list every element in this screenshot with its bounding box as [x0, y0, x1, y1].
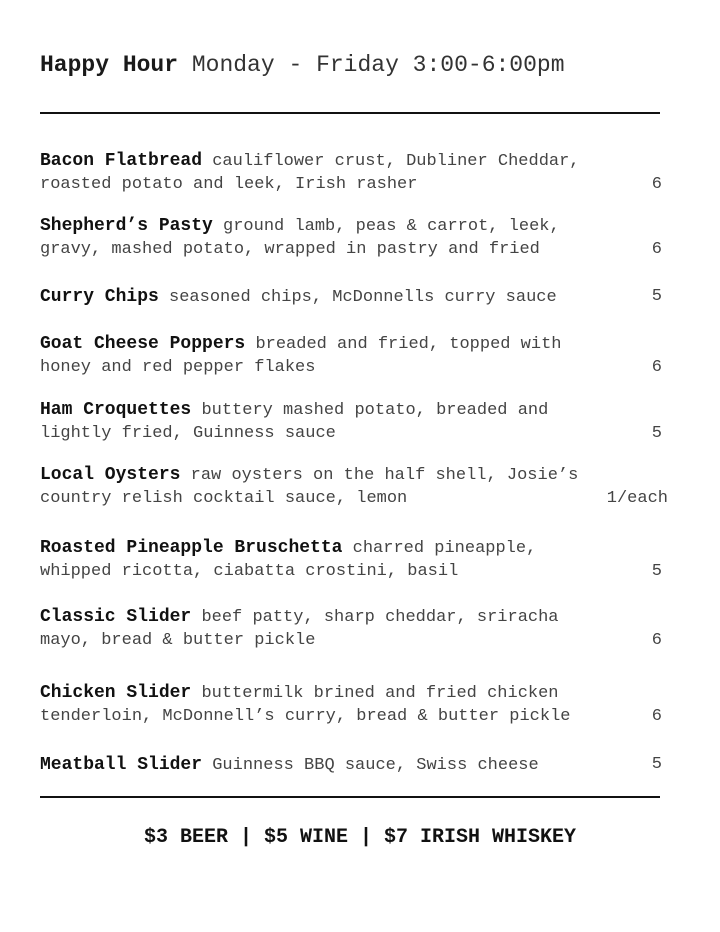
item-description: lightly fried, Guinness sauce — [40, 424, 336, 443]
item-name: Roasted Pineapple Bruschetta — [40, 538, 343, 558]
item-price: 6 — [651, 631, 662, 650]
item-description: Guinness BBQ sauce, Swiss cheese — [212, 756, 539, 775]
item-description: roasted potato and leek, Irish rasher — [40, 175, 418, 194]
menu-item-chicken-slider — [40, 681, 670, 729]
item-description: country relish cocktail sauce, lemon — [40, 489, 408, 508]
item-name: Chicken Slider — [40, 683, 192, 703]
item-description: whipped ricotta, ciabatta crostini, basil — [40, 562, 459, 581]
menu-item-local-oysters — [40, 463, 670, 511]
item-price: 5 — [651, 562, 662, 581]
menu-schedule: Monday - Friday 3:00-6:00pm — [191, 52, 565, 78]
bottom-divider — [40, 796, 660, 798]
menu-item-roasted-pineapple-bruschetta — [40, 536, 670, 584]
item-description: charred pineapple, — [352, 539, 537, 558]
menu-item-goat-cheese-poppers — [40, 332, 670, 380]
item-name: Goat Cheese Poppers — [40, 334, 246, 354]
item-description: mayo, bread & butter pickle — [40, 631, 316, 650]
drink-specials: $3 BEER | $5 WINE | $7 IRISH WHISKEY — [143, 826, 577, 849]
item-name: Classic Slider — [40, 607, 192, 627]
item-description: buttermilk brined and fried chicken — [201, 684, 559, 703]
item-name: Local Oysters — [40, 465, 181, 485]
menu-item-bacon-flatbread — [40, 149, 670, 197]
item-price: 1/each — [606, 489, 668, 508]
item-description: beef patty, sharp cheddar, sriracha — [201, 608, 559, 627]
menu-item-curry-chips — [40, 285, 670, 309]
item-description: ground lamb, peas & carrot, leek, — [223, 217, 560, 236]
item-name: Shepherd’s Pasty — [40, 216, 213, 236]
item-description: tenderloin, McDonnell’s curry, bread & butter pickle — [40, 707, 571, 726]
menu-item-meatball-slider — [40, 753, 670, 777]
menu-item-classic-slider — [40, 605, 670, 653]
menu-header — [40, 52, 565, 78]
item-description: breaded and fried, topped with — [255, 335, 562, 354]
item-description: honey and red pepper flakes — [40, 358, 316, 377]
item-price: 5 — [651, 424, 662, 443]
item-name: Bacon Flatbread — [40, 151, 203, 171]
item-name: Curry Chips — [40, 287, 159, 307]
item-description: cauliflower crust, Dubliner Cheddar, — [212, 152, 580, 171]
menu-item-shepherds-pasty — [40, 214, 670, 262]
item-description: seasoned chips, McDonnells curry sauce — [169, 288, 557, 307]
item-description: gravy, mashed potato, wrapped in pastry and fried — [40, 240, 540, 259]
menu-item-ham-croquettes — [40, 398, 670, 446]
item-price: 5 — [651, 755, 662, 774]
item-price: 5 — [651, 287, 662, 306]
item-description: raw oysters on the half shell, Josie’s — [190, 466, 579, 485]
item-description: buttery mashed potato, breaded and — [201, 401, 549, 420]
top-divider — [40, 112, 660, 114]
item-price: 6 — [651, 707, 662, 726]
item-price: 6 — [651, 175, 662, 194]
item-price: 6 — [651, 240, 662, 259]
item-price: 6 — [651, 358, 662, 377]
menu-title: Happy Hour — [40, 52, 179, 78]
item-name: Meatball Slider — [40, 755, 203, 775]
item-name: Ham Croquettes — [40, 400, 192, 420]
